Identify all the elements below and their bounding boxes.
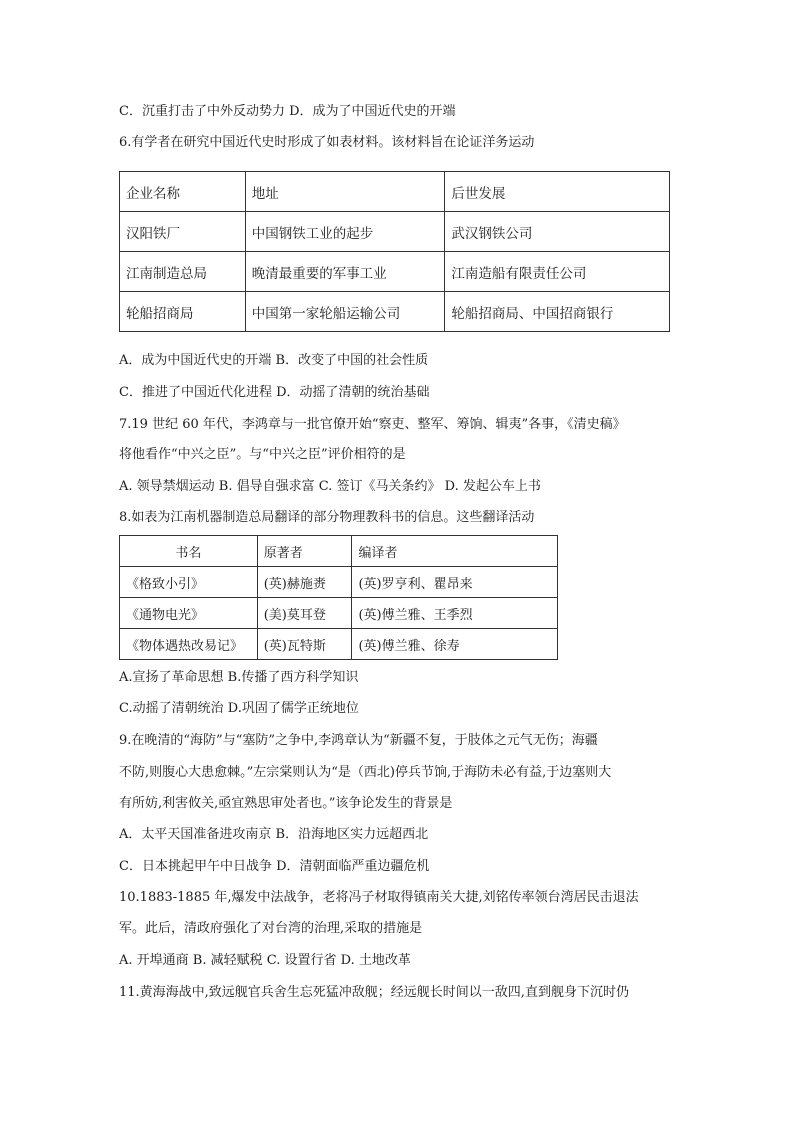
table-header-row (120, 536, 558, 567)
q10-stem-line1: 10.1883-1885 年,爆发中法战争，老将冯子材取得镇南关大捷,刘铭传率领台湾居民击退法 (119, 890, 639, 905)
table-cell: 原著者 (257, 536, 352, 567)
table-cell: (英)罗亨利、瞿昂来 (352, 567, 558, 598)
q5-options-cd: C．沉重打击了中外反动势力 D．成为了中国近代史的开端 (119, 104, 456, 119)
table-row (120, 252, 670, 292)
table-cell: 汉阳铁厂 (120, 212, 246, 252)
table-cell: (英)瓦特斯 (257, 629, 352, 660)
q8-translation-table (119, 535, 558, 660)
q8-options-cd: C.动摇了清朝统治 D.巩固了儒学正统地位 (119, 701, 359, 716)
table-cell: 江南造船有限责任公司 (445, 252, 670, 292)
table-cell: 晚清最重要的军事工业 (245, 252, 445, 292)
q9-stem-line1: 9.在晚清的“海防”与“塞防”之争中,李鸿章认为“新疆不复，于肢体之元气无伤；海疆 (119, 733, 598, 748)
table-cell: 地址 (245, 172, 445, 212)
q6-enterprise-table (119, 171, 670, 332)
q9-stem-line3: 有所妨,利害攸关,亟宜熟思审处者也。”该争论发生的背景是 (119, 796, 453, 811)
table-cell: 轮船招商局 (120, 292, 246, 332)
table-cell: 武汉钢铁公司 (445, 212, 670, 252)
table-cell: (英)傅兰雅、徐寿 (352, 629, 558, 660)
q6-options-cd: C．推进了中国近代化进程 D．动摇了清朝的统治基础 (119, 385, 430, 400)
table-cell: 书名 (120, 536, 258, 567)
table-cell: 《格致小引》 (120, 567, 258, 598)
table-row (120, 598, 558, 629)
q6-stem: 6.有学者在研究中国近代史时形成了如表材料。该材料旨在论证洋务运动 (119, 135, 535, 150)
table-cell: 《物体遇热改易记》 (120, 629, 258, 660)
q8-options-ab: A.宣扬了革命思想 B.传播了西方科学知识 (119, 670, 359, 685)
table-cell: 中国第一家轮船运输公司 (245, 292, 445, 332)
table-cell: 后世发展 (445, 172, 670, 212)
table-row (120, 212, 670, 252)
q9-stem-line2: 不防,则腹心大患愈棘。”左宗棠则认为“是（西北)停兵节饷,于海防未必有益,于边塞则大 (119, 765, 612, 780)
q9-options-ab: A．太平天国准备进攻南京 B．沿海地区实力远超西北 (119, 827, 429, 842)
q8-stem: 8.如表为江南机器制造总局翻译的部分物理教科书的信息。这些翻译活动 (119, 510, 535, 525)
table-cell: 《通物电光》 (120, 598, 258, 629)
table-header-row (120, 172, 670, 212)
q10-stem-line2: 军。此后，清政府强化了对台湾的治理,采取的措施是 (119, 921, 423, 936)
q11-stem: 11.黄海海战中,致远舰官兵舍生忘死猛冲敌舰；经远舰长时间以一敌四,直到舰身下沉时仍 (119, 985, 629, 1000)
q7-stem-line2: 将他看作“中兴之臣”。与“中兴之臣”评价相符的是 (119, 447, 406, 462)
table-cell: 中国钢铁工业的起步 (245, 212, 445, 252)
table-cell: (英)傅兰雅、王季烈 (352, 598, 558, 629)
table-row (120, 292, 670, 332)
table-cell: (美)莫耳登 (257, 598, 352, 629)
q6-options-ab: A．成为中国近代史的开端 B．改变了中国的社会性质 (119, 353, 429, 368)
q9-options-cd: C．日本挑起甲午中日战争 D．清朝面临严重边疆危机 (119, 859, 430, 874)
table-row (120, 567, 558, 598)
q7-options: A. 领导禁烟运动 B. 倡导自强求富 C. 签订《马关条约》 D. 发起公车上书 (119, 479, 541, 494)
table-row (120, 629, 558, 660)
q7-stem-line1: 7.19 世纪 60 年代，李鸿章与一批官僚开始“察吏、整军、筹饷、辑夷”各事，《清史稿》 (119, 417, 626, 432)
table-cell: 轮船招商局、中国招商银行 (445, 292, 670, 332)
table-cell: (英)赫施赉 (257, 567, 352, 598)
table-cell: 企业名称 (120, 172, 246, 212)
table-cell: 江南制造总局 (120, 252, 246, 292)
q10-options: A. 开埠通商 B. 减轻赋税 C. 设置行省 D. 土地改革 (119, 953, 411, 968)
table-cell: 编译者 (352, 536, 558, 567)
